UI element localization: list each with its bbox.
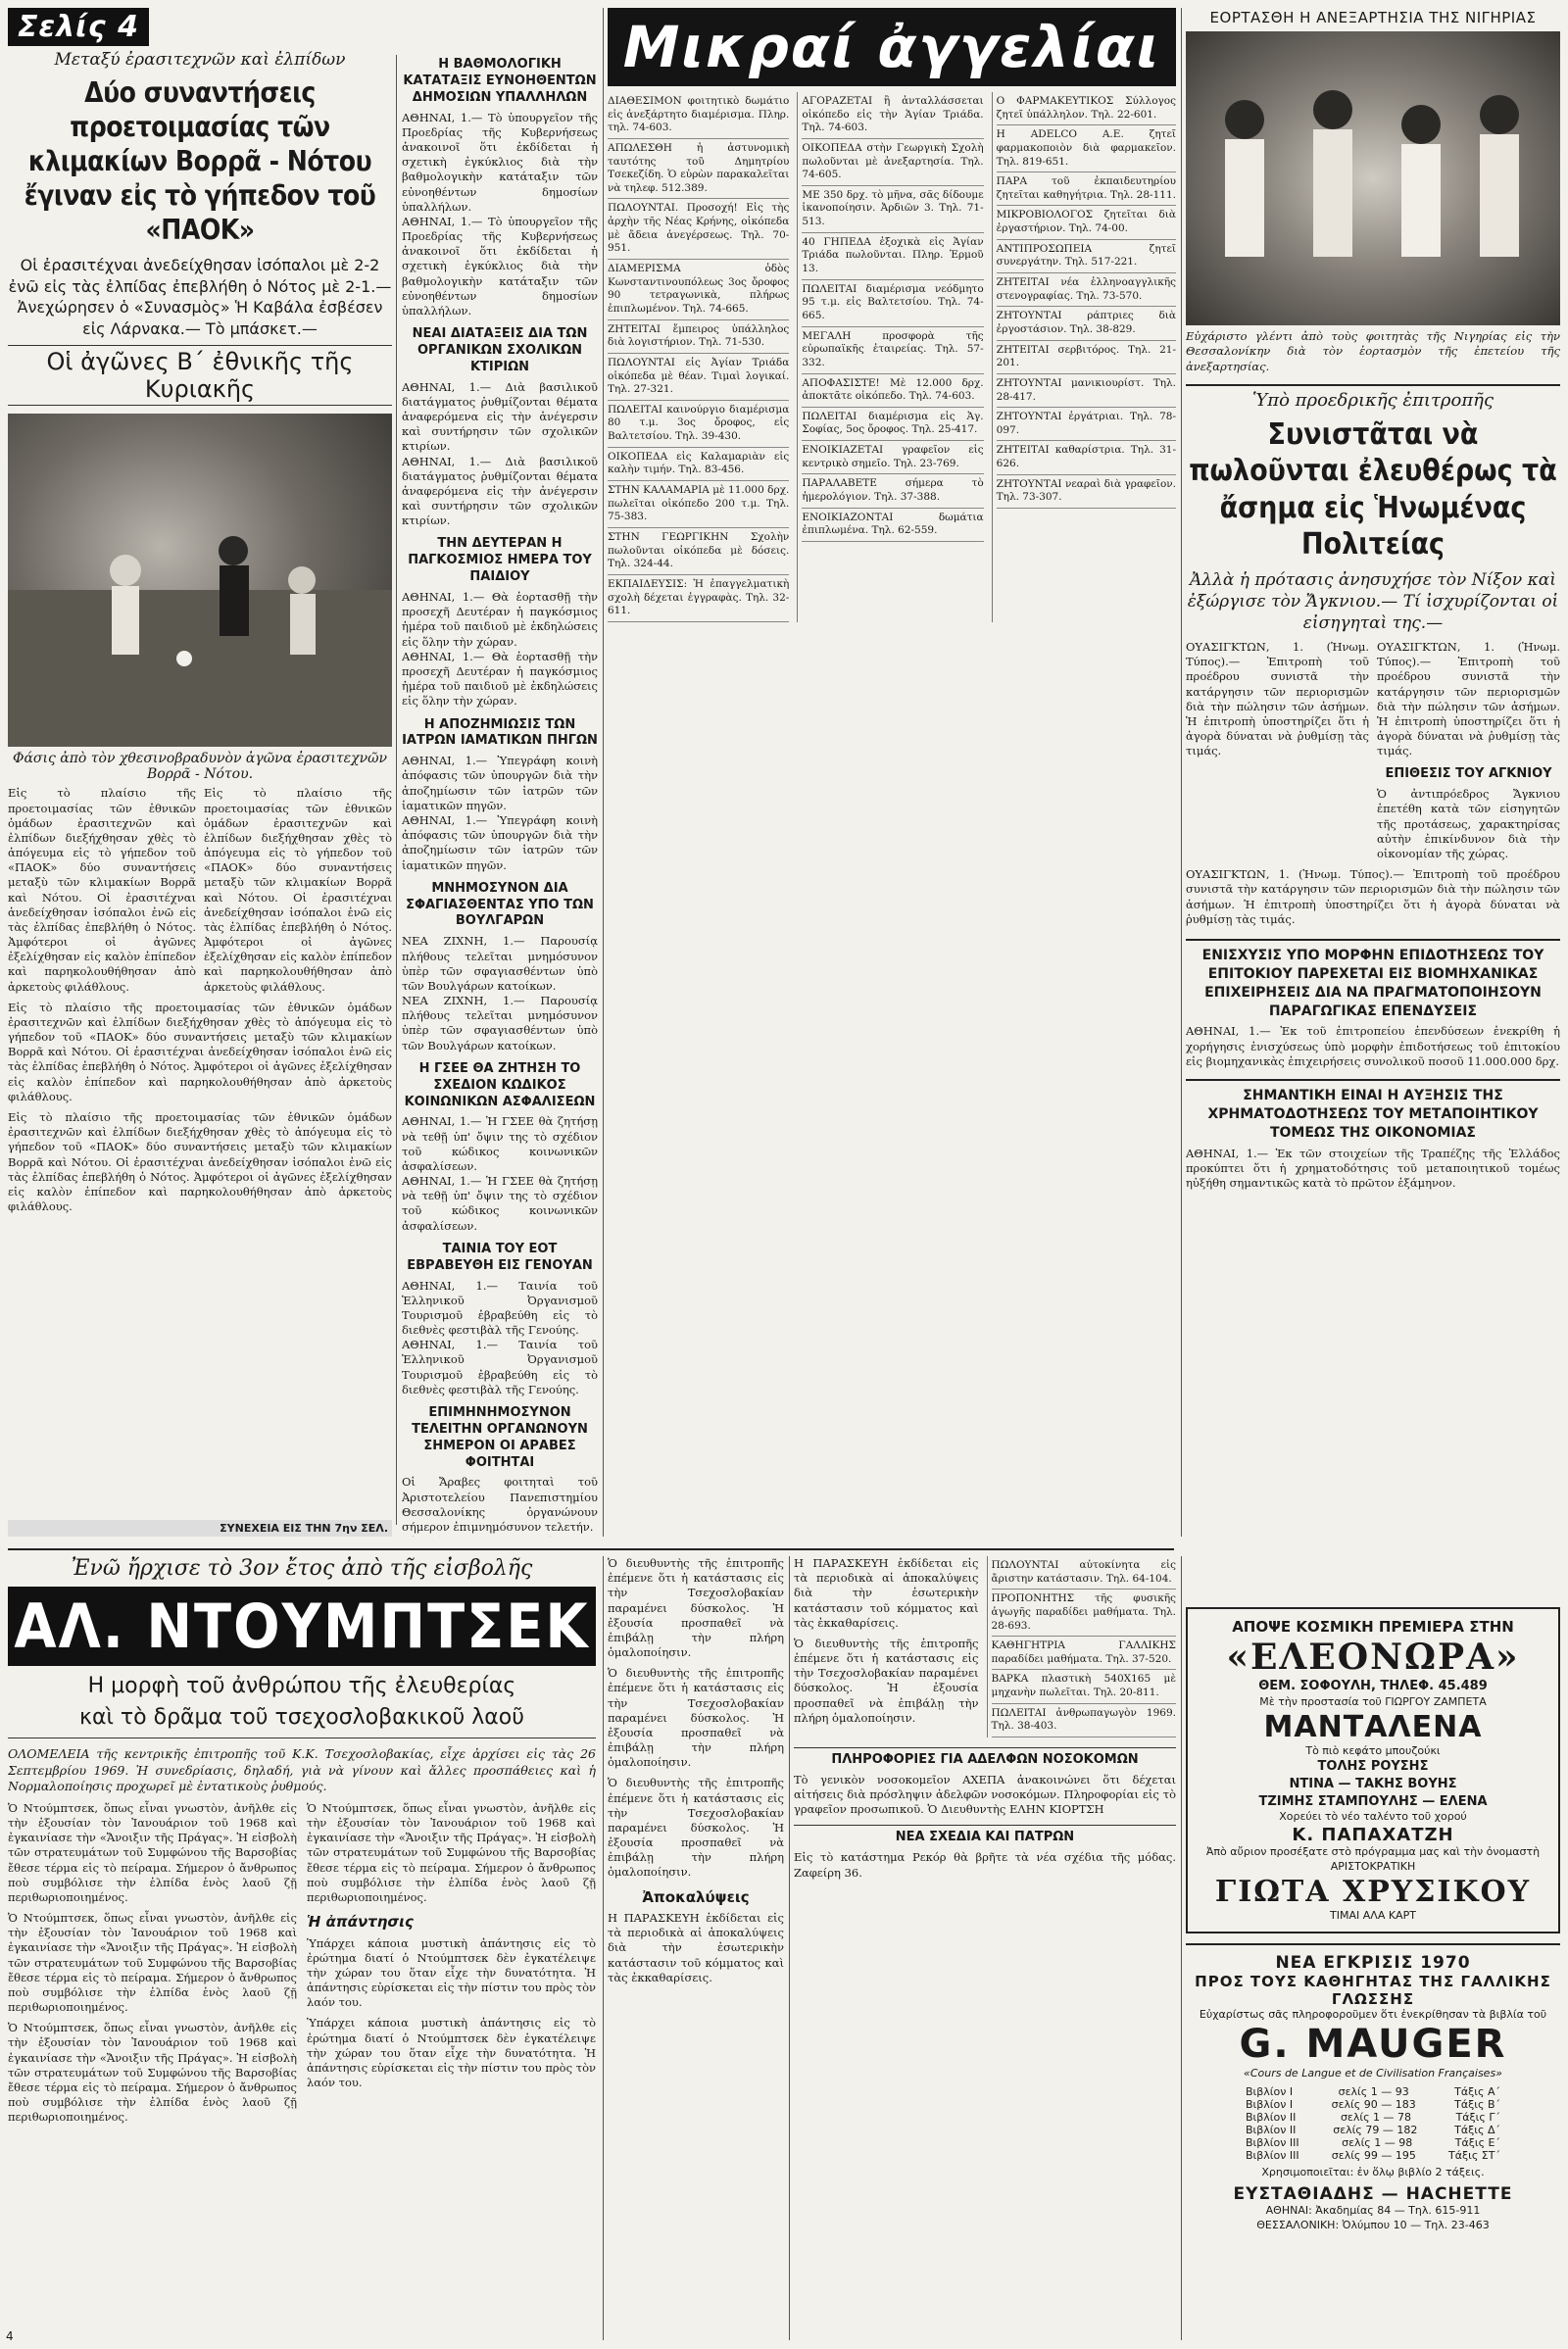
middle-bottom-body-col2-cont: Ὁ διευθυντὴς τῆς ἐπιτροπῆς ἐπέμενε ὅτι ἡ κατάστασις εἰς τὴν Τσεχοσλοβακίαν παραμένει δύσκολος. Ἡ ἐξουσία προσπαθεῖ νὰ ἐπιβάλῃ τὴν πλήρη ὁμαλοποίησιν.	[794, 1636, 979, 1725]
classified-ad: ΣΤΗΝ ΓΕΩΡΓΙΚΗΝ Σχολὴν πωλοῦνται οἰκόπεδα μὲ δόσεις. Τηλ. 324-44.	[608, 528, 789, 575]
classified-ad: ΠΑΡΑ τοῦ ἐκπαιδευτηρίου ζητεῖται καθηγήτρια. Τηλ. 28-111.	[997, 172, 1176, 206]
classifieds-masthead: Μικραί ἀγγελίαι	[608, 8, 1176, 86]
middle-bottom-article	[608, 1556, 784, 2340]
brief-headline: Η ΑΠΟΖΗΜΙΩΣΙΣ ΤΩΝ ΙΑΤΡΩΝ ΙΑΜΑΤΙΚΩΝ ΠΗΓΩΝ	[402, 716, 598, 749]
book-row-book: Βιβλίον II	[1246, 2124, 1297, 2137]
horizontal-rule	[8, 1548, 1174, 1550]
notice-head: ΠΛΗΡΟΦΟΡΙΕΣ ΓΙΑ ΑΔΕΛΦΩΝ ΝΟΣΟΚΟΜΩΝ	[794, 1747, 1176, 1769]
classified-ad: ΖΗΤΕΙΤΑΙ σερβιτόρος. Τηλ. 21-201.	[997, 341, 1176, 374]
column-rule	[396, 55, 397, 1525]
brief-headline: Η ΒΑΘΜΟΛΟΓΙΚΗ ΚΑΤΑΤΑΞΙΣ ΕΥΝΟΗΘΕΝΤΩΝ ΔΗΜΟΣΙΩΝ ΥΠΑΛΛΗΛΩΝ	[403, 57, 597, 105]
book-row-pages: σελίς 1 — 98	[1342, 2136, 1413, 2150]
book-row	[1246, 2111, 1500, 2124]
news-briefs-column	[402, 49, 598, 1537]
book-row	[1246, 2124, 1500, 2136]
book-row	[1246, 2098, 1500, 2111]
cyprus-body2: Ὁ ἀντιπρόεδρος Ἄγκνιου ἐπετέθη κατὰ τῶν εἰσηγητῶν τῆς προτάσεως, χαρακτηρίσας αὐτὴν ἐπικίνδυνον διὰ τὴν οἰκονομίαν τῆς χώρας.	[1377, 787, 1560, 860]
cyprus-body-cont: ΟΥΑΣΙΓΚΤΩΝ, 1. (Ἡνωμ. Τύπος).— Ἐπιτροπὴ τοῦ προέδρου συνιστᾶ τὴν κατάργησιν τῶν περιορισμῶν διὰ τὴν πώλησιν τῶν ἀσήμων. Ἡ ἐπιτροπὴ ὑποστηρίζει ὅτι ἡ ἀγορὰ δύναται νὰ ῥυθμίσῃ τὰς τιμάς.	[1377, 640, 1560, 759]
classified-ad: ΕΝΟΙΚΙΑΖΕΤΑΙ γραφεῖον εἰς κεντρικὸ σημεῖο. Τηλ. 23-769.	[802, 441, 983, 474]
classified-ad: ΖΗΤΟΥΝΤΑΙ ἐργάτριαι. Τηλ. 78-097.	[997, 408, 1176, 441]
middle-bottom-body-cont: Ὁ διευθυντὴς τῆς ἐπιτροπῆς ἐπέμενε ὅτι ἡ κατάστασις εἰς τὴν Τσεχοσλοβακίαν παραμένει δύσκολος. Ἡ ἐξουσία προσπαθεῖ νὰ ἐπιβάλῃ τὴν πλήρη ὁμαλοποίησιν.	[608, 1666, 784, 1770]
book-row-class: Τάξις Α΄	[1454, 2085, 1500, 2099]
sports-kicker: Μεταξύ ἐρασιτεχνῶν καὶ ἐλπίδων	[54, 50, 346, 70]
classified-ad: ΟΙΚΟΠΕΔΑ εἰς Καλαμαριὰν εἰς καλὴν τιμήν. Τηλ. 83-456.	[608, 448, 789, 481]
cyprus-body-tail: ΟΥΑΣΙΓΚΤΩΝ, 1. (Ἡνωμ. Τύπος).— Ἐπιτροπὴ τοῦ προέδρου συνιστᾶ τὴν κατάργησιν τῶν περιορισμῶν διὰ τὴν πώλησιν τῶν ἀσήμων. Ἡ ἐπιτροπὴ ὑποστηρίζει ὅτι ἡ ἀγορὰ δύναται νὰ ῥυθμίσῃ τὰς τιμάς.	[1186, 867, 1560, 926]
column-rule	[1181, 8, 1182, 1537]
bottom-classifieds	[794, 1556, 1176, 2340]
sports-body-more-2: Εἰς τὸ πλαίσιο τῆς προετοιμασίας τῶν ἐθνικῶν ὁμάδων ἐρασιτεχνῶν καὶ ἐλπίδων διεξήχθησαν χθὲς τὸ ἀπόγευμα εἰς τὸ γήπεδον τοῦ «ΠΑΟΚ» δύο συναντήσεις μεταξὺ τῶν κλιμακίων Βορρᾶ καὶ Νότου. Οἱ ἐρασιτέχναι ἀνεδείχθησαν ἰσόπαλοι ἐνῶ εἰς τὰς ἐλπίδας ἐπεβλήθη ὁ Νότος. Ἀμφότεροι οἱ ἀγῶνες ἐξελίχθησαν εἰς καλὸν ἐπίπεδον καὶ παρηκολουθήθησαν ἀπὸ ἀρκετοὺς φιλάθλους.	[8, 1109, 392, 1214]
dubcek-subhead: Ἡ ἀπάντησις	[307, 1913, 414, 1932]
sports-subhead: Οἱ ἀγῶνες Β΄ ἐθνικῆς τῆς Κυριακῆς	[8, 345, 392, 406]
loans-headline: ΕΝΙΣΧΥΣΙΣ ΥΠΟ ΜΟΡΦΗΝ ΕΠΙΔΟΤΗΣΕΩΣ ΤΟΥ ΕΠΙΤΟΚΙΟΥ ΠΑΡΕΧΕΤΑΙ ΕΙΣ ΒΙΟΜΗΧΑΝΙΚΑΣ ΕΠΙΧΕΙΡΗΣΕΙΣ ΔΙΑ ΝΑ ΠΡΑΓΜΑΤΟΠΟΙΗΣΟΥΝ ΠΑΡΑΓΩΓΙΚΑΣ ΕΠΕΝΔΥΣΕΙΣ	[1186, 939, 1560, 1021]
classified-ad: ΖΗΤΕΙΤΑΙ καθαρίστρια. Τηλ. 31-626.	[997, 441, 1176, 474]
loans-body: ΑΘΗΝΑΙ, 1.— Ἐκ τοῦ ἐπιτροπείου ἐπενδύσεων ἐνεκρίθη ἡ χορήγησις ἐνισχύσεως ὑπὸ μορφὴν ἐπιδοτήσεως τοῦ ἐπιτοκίου εἰς βιομηχανικὰς ἐπιχειρήσεις συνολικοῦ ποσοῦ 11.000.000 δρχ.	[1186, 1024, 1560, 1068]
middle-bottom-body-col2: Η ΠΑΡΑΣΚΕΥΗ ἐκδίδεται εἰς τὰ περιοδικὰ αἱ ἀποκαλύψεις διὰ τὴν ἐσωτερικὴν κατάστασιν τοῦ κόμματος καὶ τὰς ἐκκαθαρίσεις.	[794, 1556, 979, 1630]
page-number: 4	[6, 2329, 14, 2343]
cyprus-headline: Συνιστᾶται νὰ πωλοῦνται ἐλευθέρως τὰ ἄσημα εἰς Ἡνωμένας Πολιτείας	[1189, 416, 1557, 563]
dubcek-body: Ὁ Ντούμπτσεκ, ὅπως εἶναι γνωστὸν, ἀνῆλθε εἰς τὴν ἐξουσίαν τὸν Ἰανουάριον τοῦ 1968 καὶ ἐγκαινίασε τὴν «Ἄνοιξιν τῆς Πράγας». Ἡ εἰσβολὴ τῶν στρατευμάτων τοῦ Συμφώνου τῆς Βαρσοβίας ἔθεσε τέρμα εἰς τὸ πείραμα. Σήμερον ὁ ἄνθρωπος ποὺ συμβόλισε τὴν ἐλπίδα ἑνὸς λαοῦ ζῇ περιθωριοποιημένος.	[8, 1800, 297, 1904]
cyprus-body: ΟΥΑΣΙΓΚΤΩΝ, 1. (Ἡνωμ. Τύπος).— Ἐπιτροπὴ τοῦ προέδρου συνιστᾶ τὴν κατάργησιν τῶν περιορισμῶν διὰ τὴν πώλησιν τῶν ἀσήμων. Ἡ ἐπιτροπὴ ὑποστηρίζει ὅτι ἡ ἀγορὰ δύναται νὰ ῥυθμίσῃ τὰς τιμάς.	[1186, 640, 1369, 759]
book-row-class: Τάξις Δ΄	[1454, 2124, 1500, 2137]
brief-body: ΑΘΗΝΑΙ, 1.— Τὸ ὑπουργεῖον τῆς Προεδρίας τῆς Κυβερνήσεως ἀνακοινοῖ ὅτι ἐκδίδεται ἡ σχετικὴ ἐγκύκλιος διὰ τὴν βαθμολογικὴν κατάταξιν τῶν εὐνοηθέντων δημοσίων ὑπαλλήλων.	[402, 110, 598, 214]
dubcek-body-col2: Ὁ Ντούμπτσεκ, ὅπως εἶναι γνωστὸν, ἀνῆλθε εἰς τὴν ἐξουσίαν τὸν Ἰανουάριον τοῦ 1968 καὶ ἐγκαινίασε τὴν «Ἄνοιξιν τῆς Πράγας». Ἡ εἰσβολὴ τῶν στρατευμάτων τοῦ Συμφώνου τῆς Βαρσοβίας ἔθεσε τέρμα εἰς τὸ πείραμα. Σήμερον ὁ ἄνθρωπος ποὺ συμβόλισε τὴν ἐλπίδα ἑνὸς λαοῦ ζῇ περιθωριοποιημένος.	[307, 1800, 596, 1904]
book-row-book: Βιβλίον II	[1246, 2111, 1297, 2125]
dubcek-body2: Ὑπάρχει κάποια μυστικὴ ἀπάντησις εἰς τὸ ἐρώτημα διατί ὁ Ντούμπτσεκ δὲν ἐγκατέλειψε τὴν χώραν του ὅταν εἶχε τὴν δυνατότητα. Ἡ ἀπάντησις εὑρίσκεται εἰς τὴν πίστιν του πρὸς τὸν λαόν του.	[307, 1935, 596, 2010]
brief-headline: Η ΓΣΕΕ ΘΑ ΖΗΤΗΣΗ ΤΟ ΣΧΕΔΙΟΝ ΚΩΔΙΚΟΣ ΚΟΙΝΩΝΙΚΩΝ ΑΣΦΑΛΙΣΕΩΝ	[404, 1060, 596, 1109]
brief-body: ΑΘΗΝΑΙ, 1.— Θὰ ἑορτασθῇ τὴν προσεχῆ Δευτέραν ἡ παγκόσμιος ἡμέρα τοῦ παιδιοῦ μὲ ἐκδηλώσεις εἰς ὅλην τὴν χώραν.	[402, 590, 598, 649]
theatre-ad[interactable]	[1186, 1607, 1560, 1933]
sports-body-col-a: Εἰς τὸ πλαίσιο τῆς προετοιμασίας τῶν ἐθνικῶν ὁμάδων ἐρασιτεχνῶν καὶ ἐλπίδων διεξήχθησαν χθὲς τὸ ἀπόγευμα εἰς τὸ γήπεδον τοῦ «ΠΑΟΚ» δύο συναντήσεις μεταξὺ τῶν κλιμακίων Βορρᾶ καὶ Νότου. Οἱ ἐρασιτέχναι ἀνεδείχθησαν ἰσόπαλοι ἐνῶ εἰς τὰς ἐλπίδας ἐπεβλήθη ὁ Νότος. Ἀμφότεροι οἱ ἀγῶνες ἐξελίχθησαν εἰς καλὸν ἐπίπεδον καὶ παρηκολουθήθησαν ἀπὸ ἀρκετοὺς φιλάθλους.	[8, 786, 196, 994]
middle-bottom-body: Ὁ διευθυντὴς τῆς ἐπιτροπῆς ἐπέμενε ὅτι ἡ κατάστασις εἰς τὴν Τσεχοσλοβακίαν παραμένει δύσκολος. Ἡ ἐξουσία προσπαθεῖ νὰ ἐπιβάλῃ τὴν πλήρη ὁμαλοποίησιν.	[608, 1556, 784, 1660]
nigeria-photo	[1186, 31, 1560, 325]
section-tag: Σελίς 4	[8, 8, 149, 46]
book-ad-table	[1246, 2085, 1500, 2162]
classified-ad: ΠΑΡΑΛΑΒΕΤΕ σήμερα τὸ ἡμερολόγιον. Τηλ. 37-388.	[802, 474, 983, 508]
classified-ad: ΖΗΤΕΙΤΑΙ ἔμπειρος ὑπάλληλος διὰ λογιστήριον. Τηλ. 71-530.	[608, 320, 789, 354]
theatre-ad-cast-4: ΤΖΙΜΗΣ ΣΤΑΜΠΟΥΛΗΣ — ΕΛΕΝΑ	[1258, 1793, 1488, 1809]
notice2-head: ΝΕΑ ΣΧΕΔΙΑ ΚΑΙ ΠΑΤΡΩΝ	[794, 1825, 1176, 1846]
dubcek-body-cont-2: Ὁ Ντούμπτσεκ, ὅπως εἶναι γνωστὸν, ἀνῆλθε εἰς τὴν ἐξουσίαν τὸν Ἰανουάριον τοῦ 1968 καὶ ἐγκαινίασε τὴν «Ἄνοιξιν τῆς Πράγας». Ἡ εἰσβολὴ τῶν στρατευμάτων τοῦ Συμφώνου τῆς Βαρσοβίας ἔθεσε τέρμα εἰς τὸ πείραμα. Σήμερον ὁ ἄνθρωπος ποὺ συμβόλισε τὴν ἐλπίδα ἑνὸς λαοῦ ζῇ περιθωριοποιημένος.	[8, 2021, 297, 2125]
brief-body: Οἱ Ἄραβες φοιτηταὶ τοῦ Ἀριστοτελείου Πανεπιστημίου Θεσσαλονίκης ὀργανώνουν σήμερον ἐπιμνημόσυνον τελετήν.	[402, 1475, 598, 1534]
sports-headline: Δύο συναντήσεις προετοιμασίας τῶν κλιμακίων Βορρᾶ - Νότου ἔγιναν εἰς τὸ γήπεδον τοῦ «ΠΑΟΚ»	[24, 76, 376, 246]
book-row-book: Βιβλίον I	[1246, 2085, 1294, 2099]
dubcek-body2-cont: Ὑπάρχει κάποια μυστικὴ ἀπάντησις εἰς τὸ ἐρώτημα διατί ὁ Ντούμπτσεκ δὲν ἐγκατέλειψε τὴν χώραν του ὅταν εἶχε τὴν δυνατότητα. Ἡ ἀπάντησις εὑρίσκεται εἰς τὴν πίστιν του πρὸς τὸν λαόν του.	[307, 2016, 596, 2090]
brief-body-cont: ΝΕΑ ΖΙΧΝΗ, 1.— Παρουσίᾳ πλήθους τελεῖται μνημόσυνον ὑπὲρ τῶν σφαγιασθέντων ὑπὸ τῶν Βουλγάρων κατοίκων.	[402, 994, 598, 1052]
classified-ad: ΣΤΗΝ ΚΑΛΑΜΑΡΙΑ μὲ 11.000 δρχ. πωλεῖται οἰκόπεδο 200 τ.μ. Τηλ. 75-383.	[608, 481, 789, 528]
notice2-body: Εἰς τὸ κατάστημα Ρεκόρ θὰ βρῆτε τὰ νέα σχέδια τῆς μόδας. Ζαφείρη 36.	[794, 1850, 1176, 1880]
theatre-ad-address: ΘΕΜ. ΣΟΦΟΥΛΗ, ΤΗΛΕΦ. 45.489	[1258, 1679, 1488, 1694]
theatre-ad-choreo: Χορεύει τὸ νέο ταλέντο τοῦ χορού	[1279, 1810, 1467, 1824]
dubcek-body-cont: Ὁ Ντούμπτσεκ, ὅπως εἶναι γνωστὸν, ἀνῆλθε εἰς τὴν ἐξουσίαν τὸν Ἰανουάριον τοῦ 1968 καὶ ἐγκαινίασε τὴν «Ἄνοιξιν τῆς Πράγας». Ἡ εἰσβολὴ τῶν στρατευμάτων τοῦ Συμφώνου τῆς Βαρσοβίας ἔθεσε τέρμα εἰς τὸ πείραμα. Σήμερον ὁ ἄνθρωπος ποὺ συμβόλισε τὴν ἐλπίδα ἑνὸς λαοῦ ζῇ περιθωριοποιημένος.	[8, 1911, 297, 2015]
brief-headline: ΤΑΙΝΙΑ ΤΟΥ ΕΟΤ ΕΒΡΑΒΕΥΘΗ ΕΙΣ ΓΕΝΟΥΑΝ	[407, 1241, 593, 1273]
book-ad-sub: ΠΡΟΣ ΤΟΥΣ ΚΑΘΗΓΗΤΑΣ ΤΗΣ ΓΑΛΛΙΚΗΣ ΓΛΩΣΣΗΣ	[1195, 1972, 1551, 2008]
column-rule	[1181, 1556, 1182, 2340]
classifieds-col-3	[992, 92, 1176, 622]
theatre-ad-dancer: Κ. ΠΑΠΑΧΑΤΖΗ	[1292, 1824, 1454, 1845]
brief-body-cont: ΑΘΗΝΑΙ, 1.— Θὰ ἑορτασθῇ τὴν προσεχῆ Δευτέραν ἡ παγκόσμιος ἡμέρα τοῦ παιδιοῦ μὲ ἐκδηλώσεις εἰς ὅλην τὴν χώραν.	[402, 649, 598, 709]
football-scene-illustration	[8, 414, 392, 747]
classified-ad: ΠΩΛΕΙΤΑΙ διαμέρισμα νεόδμητο 95 τ.μ. εἰς Βαλτετσίου. Τηλ. 74-665.	[802, 280, 983, 327]
classified-ad: ΑΠΟΦΑΣΙΣΤΕ! Μὲ 12.000 δρχ. ἀποκτᾶτε οἰκόπεδο. Τηλ. 74-603.	[802, 374, 983, 408]
dubcek-name: ΑΛ. ΝΤΟΥΜΠΤΣΕΚ	[8, 1587, 596, 1666]
book-row-pages: σελίς 90 — 183	[1331, 2098, 1416, 2112]
classified-ad: ΒΑΡΚΑ πλαστικὴ 540Χ165 μὲ μηχανὴν πωλεῖται. Τηλ. 20-811.	[992, 1670, 1177, 1703]
theatre-ad-tables: ΤΙΜΑΙ ΑΛΑ ΚΑΡΤ	[1330, 1908, 1416, 1922]
theatre-ad-star: ΜΑΝΤΑΛΕΝΑ	[1263, 1709, 1483, 1744]
notice-body: Τὸ γενικὸν νοσοκομεῖον ΑΧΕΠΑ ἀνακοινώνει ὅτι δέχεται αἰτήσεις διὰ πρόσληψιν ἀδελφῶν νοσοκόμων. Πληροφορίαι εἰς τὸ γραφεῖον προσωπικοῦ. Ὁ Διευθυντὴς ΕΛΗΝ ΚΙΟΡΤΣΗ	[794, 1772, 1176, 1817]
brief-body: ΝΕΑ ΖΙΧΝΗ, 1.— Παρουσίᾳ πλήθους τελεῖται μνημόσυνον ὑπὲρ τῶν σφαγιασθέντων ὑπὸ τῶν Βουλγάρων κατοίκων.	[402, 934, 598, 993]
book-row-book: Βιβλίον I	[1246, 2098, 1294, 2112]
classified-ad: ΠΩΛΕΙΤΑΙ διαμέρισμα εἰς Ἁγ. Σοφίας, 5ος ὄροφος. Τηλ. 25-417.	[802, 408, 983, 441]
brief-body-cont: ΑΘΗΝΑΙ, 1.— Ὑπεγράφη κοινὴ ἀπόφασις τῶν ὑπουργῶν διὰ τὴν ἀποζημίωσιν τῶν ἰατρῶν τῶν ἰαματικῶν πηγῶν.	[402, 812, 598, 872]
middle-bottom-subhead: Ἀποκαλύψεις	[642, 1887, 750, 1906]
classified-ad: ΠΡΟΠΟΝΗΤΗΣ τῆς φυσικῆς ἀγωγῆς παραδίδει μαθήματα. Τηλ. 28-693.	[992, 1590, 1177, 1637]
column-rule	[603, 8, 604, 1537]
brief-headline: ΕΠΙΜΗΝΗΜΟΣΥΝΟΝ ΤΕΛΕΙΤΗΝ ΟΡΓΑΝΩΝΟΥΝ ΣΗΜΕΡΟΝ ΟΙ ΑΡΑΒΕΣ ΦΟΙΤΗΤΑΙ	[412, 1404, 588, 1470]
dubcek-deck-1: Η μορφὴ τοῦ ἀνθρώπου τῆς ἐλευθερίας	[87, 1674, 516, 1698]
book-row-book: Βιβλίον III	[1246, 2149, 1299, 2163]
theatre-ad-cast-1: Τὸ πιὸ κεφάτο μπουζούκι	[1305, 1743, 1441, 1757]
cyprus-deck: Ἀλλὰ ἡ πρότασις ἀνησυχήσε τὸν Νίξον καὶ ἐξώργισε τὸν Ἄγκνιου.— Τί ἰσχυρίζονται οἱ εἰσηγηταὶ της.—	[1187, 569, 1559, 633]
book-ad-top: ΝΕΑ ΕΓΚΡΙΣΙΣ 1970	[1275, 1952, 1471, 1973]
classified-ad: ΕΝΟΙΚΙΑΖΟΝΤΑΙ δωμάτια ἐπιπλωμένα. Τηλ. 62-559.	[802, 509, 983, 542]
book-row	[1246, 2149, 1500, 2162]
book-row-class: Τάξις Β΄	[1454, 2098, 1500, 2112]
theatre-ad-cast-2: ΤΟΛΗΣ ΡΟΥΣΗΣ	[1317, 1759, 1429, 1775]
sports-column	[8, 8, 392, 1537]
brief-body-cont: ΑΘΗΝΑΙ, 1.— Ἡ ΓΣΕΕ θὰ ζητήσῃ νὰ τεθῇ ὑπ' ὄψιν της τὸ σχέδιον τοῦ κώδικος κοινωνικῶν ἀσφαλίσεων.	[402, 1174, 598, 1233]
classified-ad: ΑΓΟΡΑΖΕΤΑΙ ἢ ἀνταλλάσσεται οἰκόπεδο εἰς τὴν Ἁγίαν Τριάδα. Τηλ. 74-603.	[802, 92, 983, 139]
brief-body-cont: ΑΘΗΝΑΙ, 1.— Διὰ βασιλικοῦ διατάγματος ῥυθμίζονται θέματα ἀναφερόμενα εἰς τὴν ἀνέγερσιν καὶ συντήρησιν τῶν σχολικῶν κτιρίων.	[402, 454, 598, 528]
cyprus-kicker: Ὑπὸ προεδρικῆς ἐπιτροπῆς	[1186, 384, 1560, 411]
sports-body-col-b: Εἰς τὸ πλαίσιο τῆς προετοιμασίας τῶν ἐθνικῶν ὁμάδων ἐρασιτεχνῶν καὶ ἐλπίδων διεξήχθησαν χθὲς τὸ ἀπόγευμα εἰς τὸ γήπεδον τοῦ «ΠΑΟΚ» δύο συναντήσεις μεταξὺ τῶν κλιμακίων Βορρᾶ καὶ Νότου. Οἱ ἐρασιτέχναι ἀνεδείχθησαν ἰσόπαλοι ἐνῶ εἰς τὰς ἐλπίδας ἐπεβλήθη ὁ Νότος. Ἀμφότεροι οἱ ἀγῶνες ἐξελίχθησαν εἰς καλὸν ἐπίπεδον καὶ παρηκολουθήθησαν ἀπὸ ἀρκετοὺς φιλάθλους.	[204, 786, 392, 994]
nigeria-caption: Εὐχάριστο γλέντι ἀπὸ τοὺς φοιτητὰς τῆς Νιγηρίας εἰς τὴν Θεσσαλονίκην διὰ τὸν ἑορτασμὸν τῆς ἐπετείου τῆς ἀνεξαρτησίας.	[1186, 329, 1560, 373]
book-row	[1246, 2085, 1500, 2098]
brief-body: ΑΘΗΝΑΙ, 1.— Ὑπεγράφη κοινὴ ἀπόφασις τῶν ὑπουργῶν διὰ τὴν ἀποζημίωσιν τῶν ἰατρῶν τῶν ἰαματικῶν πηγῶν.	[402, 754, 598, 812]
classified-ad: ΖΗΤΟΥΝΤΑΙ νεαραὶ διὰ γραφεῖον. Τηλ. 73-307.	[997, 475, 1176, 509]
dubcek-intro: ΟΛΟΜΕΛΕΙΑ τῆς κεντρικῆς ἐπιτροπῆς τοῦ Κ.Κ. Τσεχοσλοβακίας, εἶχε ἀρχίσει εἰς τὰς 26 Σεπτεμβρίου 1969. Ἡ συνεδρίασις, δηλαδή, γιὰ νὰ γίνουν καὶ ἄλλες προσπάθειες καὶ ἡ Νορμαλοποίησις προχωρεῖ μὲ ἐντατικοὺς ῥυθμούς.	[8, 1746, 596, 1794]
sports-body-more: Εἰς τὸ πλαίσιο τῆς προετοιμασίας τῶν ἐθνικῶν ὁμάδων ἐρασιτεχνῶν καὶ ἐλπίδων διεξήχθησαν χθὲς τὸ ἀπόγευμα εἰς τὸ γήπεδον τοῦ «ΠΑΟΚ» δύο συναντήσεις μεταξὺ τῶν κλιμακίων Βορρᾶ καὶ Νότου. Οἱ ἐρασιτέχναι ἀνεδείχθησαν ἰσόπαλοι ἐνῶ εἰς τὰς ἐλπίδας ἐπεβλήθη ὁ Νότος. Ἀμφότεροι οἱ ἀγῶνες ἐξελίχθησαν εἰς καλὸν ἐπίπεδον καὶ παρηκολουθήθησαν ἀπὸ ἀρκετοὺς φιλάθλους.	[8, 1000, 392, 1103]
theatre-ad-singer: ΓΙΩΤΑ ΧΡΥΣΙΚΟΥ	[1214, 1874, 1532, 1909]
credit-headline: ΣΗΜΑΝΤΙΚΗ ΕΙΝΑΙ Η ΑΥΞΗΣΙΣ ΤΗΣ ΧΡΗΜΑΤΟΔΟΤΗΣΕΩΣ ΤΟΥ ΜΕΤΑΠΟΙΗΤΙΚΟΥ ΤΟΜΕΩΣ ΤΗΣ ΟΙΚΟΝΟΜΙΑΣ	[1186, 1079, 1560, 1143]
brief-headline: ΝΕΑΙ ΔΙΑΤΑΞΕΙΣ ΔΙΑ ΤΩΝ ΟΡΓΑΝΙΚΩΝ ΣΧΟΛΙΚΩΝ ΚΤΙΡΙΩΝ	[412, 326, 588, 374]
classified-ad: 40 ΓΗΠΕΔΑ ἐξοχικὰ εἰς Ἁγίαν Τριάδα πωλοῦνται. Πληρ. Ἐρμοῦ 13.	[802, 233, 983, 280]
classified-ad: ΠΩΛΕΙΤΑΙ ἀνθρωπαγωγὸν 1969. Τηλ. 38-403.	[992, 1704, 1177, 1737]
theatre-ad-cast-3: ΝΤΙΝΑ — ΤΑΚΗΣ ΒΟΥΗΣ	[1289, 1777, 1457, 1792]
book-ad-addr-2: ΘΕΣΣΑΛΟΝΙΚΗ: Ὀλύμπου 10 — Τηλ. 23-463	[1256, 2218, 1490, 2231]
brief-body: ΑΘΗΝΑΙ, 1.— Διὰ βασιλικοῦ διατάγματος ῥυθμίζονται θέματα ἀναφερόμενα εἰς τὴν ἀνέγερσιν καὶ συντήρησιν τῶν σχολικῶν κτιρίων.	[402, 379, 598, 454]
brief-body-cont: ΑΘΗΝΑΙ, 1.— Τὸ ὑπουργεῖον τῆς Προεδρίας τῆς Κυβερνήσεως ἀνακοινοῖ ὅτι ἐκδίδεται ἡ σχετικὴ ἐγκύκλιος διὰ τὴν βαθμολογικὴν κατάταξιν τῶν εὐνοηθέντων δημοσίων ὑπαλλήλων.	[402, 214, 598, 318]
brief-body: ΑΘΗΝΑΙ, 1.— Ἡ ΓΣΕΕ θὰ ζητήσῃ νὰ τεθῇ ὑπ' ὄψιν της τὸ σχέδιον τοῦ κώδικος κοινωνικῶν ἀσφαλίσεων.	[402, 1114, 598, 1173]
classified-ad: ΖΗΤΕΙΤΑΙ νέα ἐλληνοαγγλικῆς στενογραφίας. Τηλ. 73-570.	[997, 273, 1176, 307]
classified-ad: ΔΙΑΘΕΣΙΜΟΝ φοιτητικὸ δωμάτιο εἰς ἀνεξάρτητο διαμέρισμα. Πληρ. τηλ. 74-603.	[608, 92, 789, 139]
book-ad-course: «Cours de Langue et de Civilisation Françaises»	[1244, 2067, 1502, 2080]
column-rule	[789, 1556, 790, 2340]
classified-ad: ΕΚΠΑΙΔΕΥΣΙΣ: Ἡ ἐπαγγελματικὴ σχολὴ δέχεται ἐγγραφὰς. Τηλ. 32-611.	[608, 575, 789, 622]
classifieds-section	[608, 8, 1176, 1537]
classified-ad: ΔΙΑΜΕΡΙΣΜΑ ὁδὸς Κωνσταντινουπόλεως 3ος ὄροφος 90 τετραγωνικὰ, πλήρως ἐπιπλωμένον. Τηλ. 74-665.	[608, 260, 789, 320]
nigeria-header: ΕΟΡΤΑΣΘΗ Η ΑΝΕΞΑΡΤΗΣΙΑ ΤΗΣ ΝΙΓΗΡΙΑΣ	[1209, 9, 1537, 26]
classified-ad: ΖΗΤΟΥΝΤΑΙ ράπτριες διὰ ἐργοστάσιον. Τηλ. 38-829.	[997, 307, 1176, 340]
book-ad[interactable]	[1186, 1943, 1560, 2241]
theatre-ad-presenter: Μὲ τὴν προστασία τοῦ ΓΙΩΡΓΟΥ ΖΑΜΠΕΤΑ	[1259, 1694, 1487, 1708]
dubcek-deck-2: καὶ τὸ δρᾶμα τοῦ τσεχοσλοβακικοῦ λαοῦ	[8, 1703, 596, 1739]
column-rule	[603, 1556, 604, 2340]
celebration-group-illustration	[1186, 31, 1560, 325]
classifieds-col-1	[608, 92, 789, 622]
classified-ad: ΜΕ 350 δρχ. τὸ μῆνα, σᾶς δίδουμε ἱκανοποίησιν. Ἀρδιῶν 3. Τηλ. 71-513.	[802, 186, 983, 233]
classified-ad: ΑΝΤΙΠΡΟΣΩΠΕΙΑ ζητεῖ συνεργάτην. Τηλ. 517-221.	[997, 240, 1176, 273]
theatre-ad-note: Ἀπὸ αὔριον προσέξατε στὸ πρόγραμμα μας καὶ τὴν ὀνομαστὴ ΑΡΙΣΤΟΚΡΑΤΙΚΗ	[1205, 1844, 1541, 1873]
book-ad-addr-1: ΑΘΗΝΑΙ: Ἀκαδημίας 84 — Τηλ. 615-911	[1265, 2204, 1481, 2218]
right-column	[1186, 8, 1560, 1537]
classified-ad: ΖΗΤΟΥΝΤΑΙ μανικιουρίστ. Τηλ. 28-417.	[997, 374, 1176, 408]
book-row-pages: σελίς 99 — 195	[1331, 2149, 1416, 2163]
classified-ad: ΚΑΘΗΓΗΤΡΙΑ ΓΑΛΛΙΚΗΣ παραδίδει μαθήματα. Τηλ. 37-520.	[992, 1637, 1177, 1670]
book-row-class: Τάξις ΣΤ΄	[1448, 2149, 1500, 2163]
classified-ad: ΜΙΚΡΟΒΙΟΛΟΓΟΣ ζητεῖται διὰ ἐργαστήριον. Τηλ. 74-00.	[997, 206, 1176, 239]
middle-bottom-body-cont-2: Ὁ διευθυντὴς τῆς ἐπιτροπῆς ἐπέμενε ὅτι ἡ κατάστασις εἰς τὴν Τσεχοσλοβακίαν παραμένει δύσκολος. Ἡ ἐξουσία προσπαθεῖ νὰ ἐπιβάλῃ τὴν πλήρη ὁμαλοποίησιν.	[608, 1776, 784, 1880]
book-ad-intro: Εὐχαρίστως σᾶς πληροφοροῦμεν ὅτι ἐνεκρίθησαν τὰ βιβλία τοῦ	[1199, 2007, 1547, 2021]
brief-body-cont: ΑΘΗΝΑΙ, 1.— Ταινία τοῦ Ἑλληνικοῦ Ὀργανισμοῦ Τουρισμοῦ ἐβραβεύθη εἰς τὸ διεθνὲς φεστιβὰλ τῆς Γενούης.	[402, 1338, 598, 1396]
credit-body: ΑΘΗΝΑΙ, 1.— Ἐκ τῶν στοιχείων τῆς Τραπέζης τῆς Ἑλλάδος προκύπτει ὅτι ἡ χρηματοδότησις τοῦ μεταποιητικοῦ τομέως ηὐξήθη σημαντικῶς κατὰ τὸ πρῶτον ἑξάμηνον.	[1186, 1146, 1560, 1190]
continue-label: ΣΥΝΕΧΕΙΑ ΕΙΣ ΤΗΝ 7ην ΣΕΛ.	[8, 1520, 392, 1537]
book-row	[1246, 2136, 1500, 2149]
theatre-ad-title: «ΕΛΕΟΝΩΡΑ»	[1226, 1637, 1520, 1679]
bottom-classified-list	[987, 1556, 1177, 1737]
classified-ad: Η ADELCO Α.Ε. ζητεῖ φαρμακοποιὸν διὰ φαρμακεῖον. Τηλ. 819-651.	[997, 125, 1176, 172]
book-row-pages: σελίς 1 — 78	[1340, 2111, 1412, 2125]
brief-body: ΑΘΗΝΑΙ, 1.— Ταινία τοῦ Ἑλληνικοῦ Ὀργανισμοῦ Τουρισμοῦ ἐβραβεύθη εἰς τὸ διεθνὲς φεστιβὰλ τῆς Γενούης.	[402, 1278, 598, 1338]
book-row-book: Βιβλίον III	[1246, 2136, 1299, 2150]
sports-photo-caption: Φάσις ἀπὸ τὸν χθεσινοβραδυνὸν ἀγῶνα ἐρασιτεχνῶν Βορρᾶ - Νότου.	[12, 751, 388, 783]
book-row-class: Τάξις Γ΄	[1455, 2111, 1500, 2125]
classifieds-col-2	[797, 92, 983, 622]
classified-ad: ΜΕΓΑΛΗ προσφορὰ τῆς εὐρωπαϊκῆς ἐταιρείας. Τηλ. 57-332.	[802, 327, 983, 374]
sports-photo	[8, 414, 392, 747]
classified-ad: ΠΩΛΟΥΝΤΑΙ. Προσοχή! Εἰς τὴς ἀρχὴν τῆς Νέας Κρήνης, οἰκόπεδα μὲ ἄδεια ἀνεγέρσεως. Τηλ. 70-951.	[608, 199, 789, 260]
dubcek-article	[8, 1556, 596, 2340]
cyprus-subhead: ΕΠΙΘΕΣΙΣ ΤΟΥ ΑΓΚΝΙΟΥ	[1385, 766, 1552, 782]
classified-ad: ΑΠΩΛΕΣΘΗ ἡ ἀστυνομικὴ ταυτότης τοῦ Δημητρίου Τσεκεζίδη. Ὁ εὑρὼν παρακαλεῖται νὰ τηλεφ. 512.389.	[608, 139, 789, 200]
classified-ad: ΠΩΛΟΥΝΤΑΙ αὐτοκίνητα εἰς ἄριστην κατάστασιν. Τηλ. 64-104.	[992, 1556, 1177, 1590]
middle-bottom-body2: Η ΠΑΡΑΣΚΕΥΗ ἐκδίδεται εἰς τὰ περιοδικὰ αἱ ἀποκαλύψεις διὰ τὴν ἐσωτερικὴν κατάστασιν τοῦ κόμματος καὶ τὰς ἐκκαθαρίσεις.	[608, 1911, 784, 1984]
book-row-pages: σελίς 79 — 182	[1333, 2124, 1418, 2137]
theatre-ad-top: ΑΠΟΨΕ ΚΟΣΜΙΚΗ ΠΡΕΜΙΕΡΑ ΣΤΗΝ	[1232, 1618, 1514, 1636]
book-row-class: Τάξις Ε΄	[1454, 2136, 1500, 2150]
book-ad-brand: G. MAUGER	[1239, 2022, 1507, 2068]
book-ad-note: Χρησιμοποιεῖται: ἐν ὅλῳ βιβλίο 2 τάξεις.	[1261, 2166, 1485, 2179]
ads-column	[1186, 1607, 1560, 2342]
dubcek-kicker: Ἐνῶ ἤρχισε τὸ 3ον ἔτος ἀπὸ τῆς εἰσβολῆς	[71, 1556, 533, 1581]
brief-body-cont	[402, 1535, 598, 1537]
brief-headline: ΤΗΝ ΔΕΥΤΕΡΑΝ Η ΠΑΓΚΟΣΜΙΟΣ ΗΜΕΡΑ ΤΟΥ ΠΑΙΔΙΟΥ	[408, 536, 592, 585]
book-row-pages: σελίς 1 — 93	[1338, 2085, 1409, 2099]
classified-ad: ΟΙΚΟΠΕΔΑ στὴν Γεωργικὴ Σχολὴ πωλοῦνται μὲ ἀνεξαρτησία. Τηλ. 74-605.	[802, 139, 983, 186]
classified-ad: ΠΩΛΕΙΤΑΙ καινούργιο διαμέρισμα 80 τ.μ. 3ος ὄροφος, εἰς Βαλτετσίου. Τηλ. 39-430.	[608, 401, 789, 448]
sports-deck: Οἱ ἐρασιτέχναι ἀνεδείχθησαν ἰσόπαλοι μὲ 2-2 ἐνῶ εἰς τὰς ἐλπίδας ἐπεβλήθη ὁ Νότος μὲ 2-1.— Ἀνεχώρησεν ὁ «Συνασμὸς» Ἡ Καβάλα ἐσβέσεν εἰς Λάρνακα.— Τὸ μπάσκετ.—	[8, 256, 392, 338]
classified-ad: ΠΩΛΟΥΝΤΑΙ εἰς Ἀγίαν Τριάδα οἰκόπεδα μὲ θέαν. Τιμαὶ λογικαί. Τηλ. 27-321.	[608, 354, 789, 401]
brief-headline: ΜΝΗΜΟΣΥΝΟΝ ΔΙΑ ΣΦΑΓΙΑΣΘΕΝΤΑΣ ΥΠΟ ΤΩΝ ΒΟΥΛΓΑΡΩΝ	[406, 880, 594, 929]
classified-ad: Ο ΦΑΡΜΑΚΕΥΤΙΚΟΣ Σύλλογος ζητεῖ ὑπάλληλον. Τηλ. 22-601.	[997, 92, 1176, 125]
book-ad-publisher: ΕΥΣΤΑΘΙΑΔΗΣ — HACHETTE	[1233, 2184, 1513, 2205]
